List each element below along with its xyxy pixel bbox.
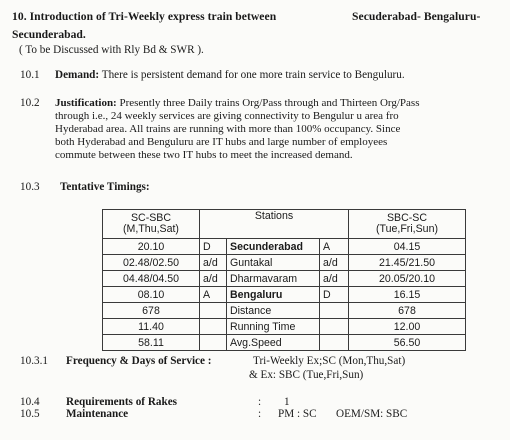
- cell-code-2: a/d: [320, 255, 349, 271]
- cell-station: Distance: [227, 303, 320, 319]
- cell-station: Avg.Speed: [227, 335, 320, 351]
- frequency-line1-text: Tri-Weekly Ex;SC (Mon,Thu,Sat): [253, 355, 406, 367]
- cell-sc-sbc-time: 678: [103, 303, 200, 319]
- table-row: [103, 335, 466, 351]
- justification-line-3: Hyderabad area. All trains are running with more than 100% occupancy. Since: [55, 123, 401, 135]
- cell-sbc-sc-time: 56.50: [349, 335, 466, 351]
- frequency-line2: & Ex: SBC (Tue,Fri,Sun): [249, 369, 364, 381]
- cell-code-2: [320, 319, 349, 335]
- cell-code-1: [200, 303, 227, 319]
- heading-line2: Secunderabad.: [12, 28, 86, 41]
- header-sbc-sc-text: SBC-SC (Tue,Fri,Sun): [375, 212, 438, 235]
- cell-code-1: [200, 335, 227, 351]
- cell-station: Dharmavaram: [227, 271, 320, 287]
- demand-paragraph: [55, 69, 405, 83]
- frequency-label: Frequency & Days of Service :: [66, 355, 212, 367]
- table-row: [103, 239, 466, 255]
- cell-station: Bengaluru: [227, 287, 320, 303]
- cell-code-2: A: [320, 239, 349, 255]
- demand-label: Demand:: [55, 69, 100, 81]
- cell-sbc-sc-time: 678: [349, 303, 466, 319]
- rakes-colon: :: [258, 396, 262, 408]
- rakes-number: 10.4: [20, 396, 40, 408]
- cell-code-1: a/d: [200, 255, 227, 271]
- justification-line-5: commute between these two IT hubs to meet the increased demand.: [55, 149, 353, 161]
- table-row: [103, 287, 466, 303]
- cell-code-1: a/d: [200, 271, 227, 287]
- justification-label: Justification:: [55, 97, 117, 109]
- table-row: [103, 255, 466, 271]
- heading-line1-left: 10. Introduction of Tri-Weekly express train between: [12, 10, 277, 23]
- cell-station: Secunderabad: [227, 239, 320, 255]
- cell-sbc-sc-time: 20.05/20.10: [349, 271, 466, 287]
- table-row: [103, 271, 466, 287]
- justification-line-2: through i.e., 24 weekly services are giving connectivity to Bengulur u area fro: [55, 110, 399, 122]
- demand-text: There is persistent demand for one more train service to Benguluru.: [101, 69, 405, 81]
- maintenance-label: Maintenance: [66, 408, 129, 420]
- timings-table: [102, 209, 466, 351]
- cell-sbc-sc-time: 12.00: [349, 319, 466, 335]
- cell-code-1: [200, 319, 227, 335]
- header-stations: [200, 210, 349, 239]
- demand-number: 10.1: [20, 69, 40, 81]
- header-sc-sbc: [103, 210, 200, 239]
- rakes-value: 1: [284, 396, 290, 408]
- heading-note: ( To be Discussed with Rly Bd & SWR ).: [19, 44, 204, 56]
- timings-header-row: [103, 210, 466, 239]
- cell-sc-sbc-time: 58.11: [103, 335, 200, 351]
- justification-line-1: [55, 97, 420, 109]
- cell-code-2: [320, 303, 349, 319]
- justification-line1-text: Presently three Daily trains Org/Pass through and Thirteen Org/Pass: [119, 97, 420, 109]
- cell-sc-sbc-time: 02.48/02.50: [103, 255, 200, 271]
- frequency-number: 10.3.1: [20, 355, 48, 367]
- cell-code-1: D: [200, 239, 227, 255]
- maintenance-colon: :: [258, 408, 262, 420]
- heading-line1-right: Secuderabad- Bengaluru-: [352, 10, 481, 23]
- cell-sbc-sc-time: 16.15: [349, 287, 466, 303]
- cell-station: Guntakal: [227, 255, 320, 271]
- cell-sc-sbc-time: 11.40: [103, 319, 200, 335]
- maintenance-number: 10.5: [20, 408, 40, 420]
- cell-sbc-sc-time: 21.45/21.50: [349, 255, 466, 271]
- justification-number: 10.2: [20, 97, 40, 109]
- cell-code-2: D: [320, 287, 349, 303]
- cell-sbc-sc-time: 04.15: [349, 239, 466, 255]
- justification-line-4: both Hyderabad and Benguluru are IT hubs and large number of employees: [55, 136, 388, 148]
- timings-label: Tentative Timings:: [60, 181, 150, 193]
- cell-station: Running Time: [227, 319, 320, 335]
- frequency-line1: [253, 355, 405, 367]
- rakes-label: Requirements of Rakes: [66, 396, 178, 408]
- section-heading: [12, 10, 481, 23]
- cell-code-2: [320, 335, 349, 351]
- table-row: [103, 319, 466, 335]
- cell-code-1: A: [200, 287, 227, 303]
- table-row: [103, 303, 466, 319]
- cell-code-2: a/d: [320, 271, 349, 287]
- header-stations-text: Stations: [254, 210, 294, 222]
- timings-number: 10.3: [20, 181, 40, 193]
- maintenance-value-pm: PM : SC: [278, 408, 317, 420]
- header-sbc-sc: [349, 210, 466, 239]
- cell-sc-sbc-time: 20.10: [103, 239, 200, 255]
- maintenance-value-oem: OEM/SM: SBC: [336, 408, 408, 420]
- header-sc-sbc-text: SC-SBC (M,Thu,Sat): [123, 212, 179, 235]
- cell-sc-sbc-time: 04.48/04.50: [103, 271, 200, 287]
- cell-sc-sbc-time: 08.10: [103, 287, 200, 303]
